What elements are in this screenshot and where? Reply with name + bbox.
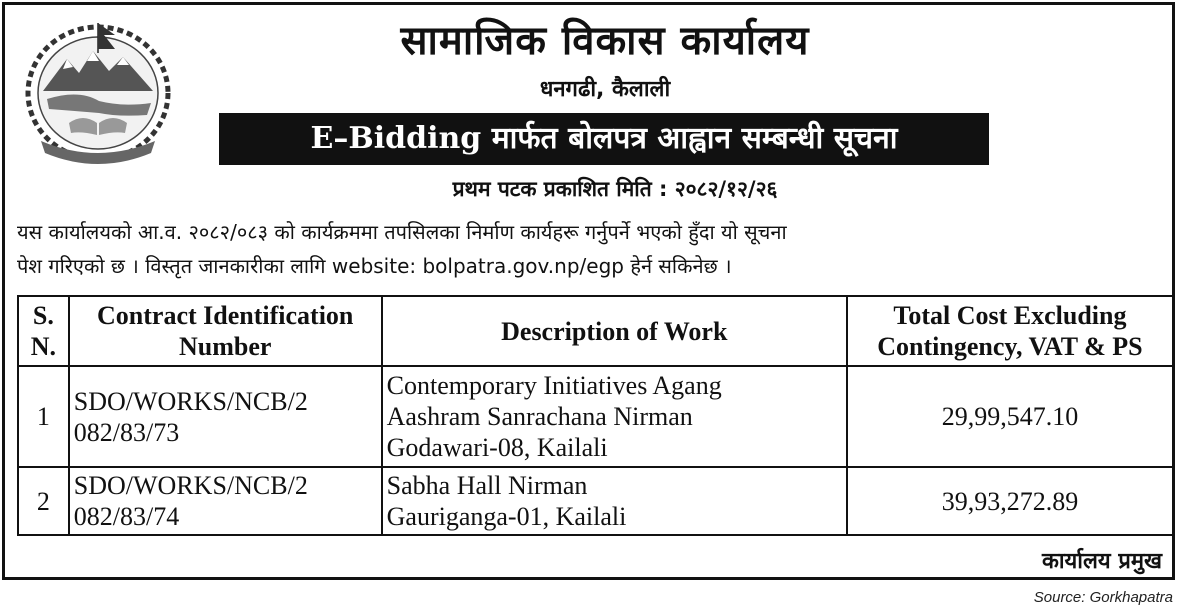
row-sn: 2 (18, 467, 69, 535)
row-contract-id-line2: 082/83/74 (73, 502, 180, 531)
header-cost-line1: Total Cost Excluding (893, 301, 1127, 330)
signature-office-chief: कार्यालय प्रमुख (1041, 549, 1162, 574)
table-row (18, 366, 1173, 467)
table-header-row (18, 296, 1173, 366)
notice-body (17, 215, 1172, 283)
source-credit: Source: Gorkhapatra (1033, 589, 1173, 606)
works-table (17, 295, 1174, 536)
row-sn: 1 (18, 366, 69, 467)
row-description (382, 467, 847, 535)
office-name: सामाजिक विकास कार्यालय (400, 18, 810, 64)
header-sn (18, 296, 69, 366)
publication-date: प्रथम पटक प्रकाशित मिति : २०८२/१२/२६ (452, 177, 778, 201)
nepal-national-emblem-icon (19, 13, 177, 173)
office-address: धनगढी, कैलाली (539, 77, 671, 102)
header-sn-line2: N. (30, 332, 57, 361)
row-contract-id-line1: SDO/WORKS/NCB/2 (73, 386, 308, 416)
notice-body-line-2: पेश गरिएको छ । विस्तृत जानकारीका लागि website: bolpatra.gov.np/egp हेर्न सकिनेछ । (17, 254, 732, 278)
header-cost-line2: Contingency, VAT & PS (877, 332, 1143, 361)
notice-body-line-1: यस कार्यालयको आ.व. २०८२/०८३ को कार्यक्रममा तपसिलका निर्माण कार्यहरू गर्नुपर्ने भएको हुँदा यो सूचना (17, 220, 787, 244)
row-description-line1: Contemporary Initiatives Agang (386, 371, 722, 400)
header-contract-line2: Number (179, 332, 272, 361)
header-contract-line1: Contract Identification (97, 301, 354, 330)
header-sn-line1: S. (32, 301, 54, 330)
row-description (382, 366, 847, 467)
row-total-cost: 29,99,547.10 (847, 366, 1173, 467)
row-description-line3: Godawari-08, Kailali (386, 433, 608, 462)
header-total-cost (847, 296, 1173, 366)
row-contract-id-line1: SDO/WORKS/NCB/2 (73, 471, 308, 500)
row-total-cost: 39,93,272.89 (847, 467, 1173, 535)
table-row (18, 467, 1173, 535)
row-contract-id-line2: 082/83/73 (73, 417, 180, 447)
header-description: Description of Work (382, 296, 847, 366)
notice-title-banner: E–Bidding मार्फत बोलपत्र आह्वान सम्बन्धी सूचना (219, 113, 989, 165)
row-description-line2: Aashram Sanrachana Nirman (386, 402, 693, 431)
row-contract-id (69, 366, 382, 467)
row-contract-id (69, 467, 382, 535)
row-description-line2: Gauriganga-01, Kailali (386, 502, 627, 531)
header-contract-id (69, 296, 382, 366)
row-description-line1: Sabha Hall Nirman (386, 471, 588, 500)
notice-frame (2, 2, 1175, 580)
